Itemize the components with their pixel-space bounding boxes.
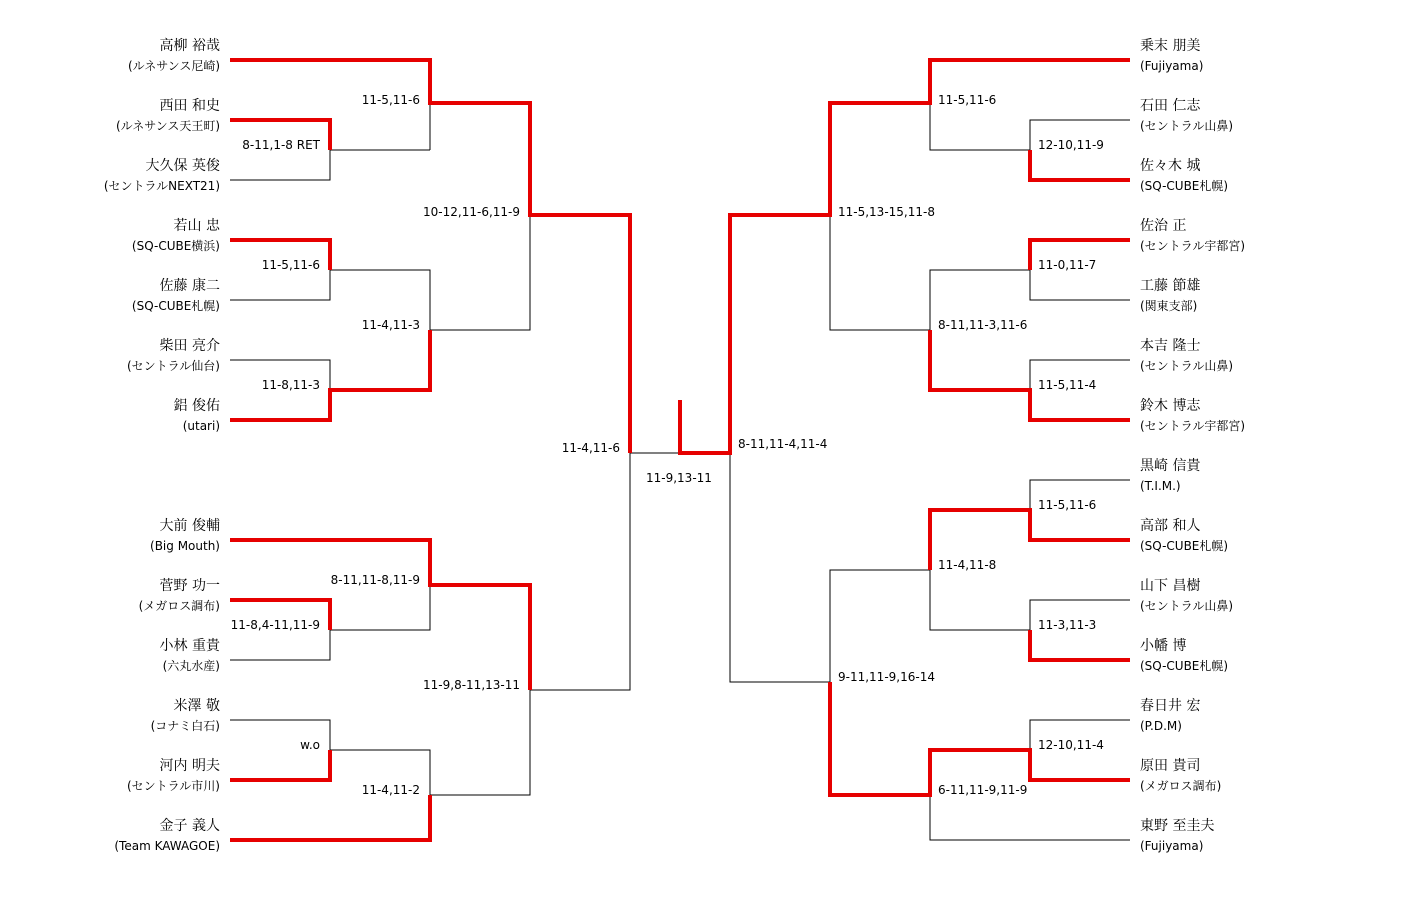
match-score: 8-11,11-4,11-4 xyxy=(738,437,828,451)
player-name: 佐々木 城 xyxy=(1140,158,1201,174)
match-score: 11-9,8-11,13-11 xyxy=(423,678,520,692)
player-club: (SQ-CUBE札幌) xyxy=(131,299,220,313)
player-club: (セントラル宇都宮) xyxy=(1140,239,1246,253)
match-score: 11-3,11-3 xyxy=(1038,618,1097,632)
match-score: 11-4,11-8 xyxy=(938,558,997,572)
player-club: (SQ-CUBE札幌) xyxy=(1140,659,1229,673)
right-scores xyxy=(738,93,1104,797)
player-club: (Big Mouth) xyxy=(150,539,220,553)
player-name: 本吉 隆士 xyxy=(1140,338,1201,354)
player-club: (セントラル山鼻) xyxy=(1140,359,1234,373)
winner-paths xyxy=(230,60,1130,840)
player-club: (セントラルNEXT21) xyxy=(103,179,220,193)
match-score: 11-5,11-6 xyxy=(261,258,320,272)
final-score: 11-9,13-11 xyxy=(646,471,712,485)
player-name: 金子 義人 xyxy=(159,818,220,834)
match-score: 11-8,11-3 xyxy=(261,378,320,392)
player-name: 佐藤 康二 xyxy=(159,278,220,294)
player-club: (Team KAWAGOE) xyxy=(114,839,220,853)
match-score: 11-5,11-6 xyxy=(938,93,997,107)
player-name: 石田 仁志 xyxy=(1140,98,1201,114)
match-score: 11-0,11-7 xyxy=(1038,258,1097,272)
match-score: 11-4,11-2 xyxy=(361,783,420,797)
player-club: (SQ-CUBE札幌) xyxy=(1140,539,1229,553)
player-name: 春日井 宏 xyxy=(1140,698,1201,714)
player-name: 大前 俊輔 xyxy=(159,518,220,534)
player-name: 西田 和史 xyxy=(159,98,220,114)
left-players xyxy=(104,37,221,853)
player-name: 鈴木 博志 xyxy=(1140,398,1201,414)
player-name: 米澤 敬 xyxy=(173,698,220,714)
left-scores xyxy=(231,93,620,797)
player-club: (コナミ白石) xyxy=(150,719,220,733)
player-club: (メガロス調布) xyxy=(1140,779,1222,793)
player-name: 小林 重貴 xyxy=(159,638,220,654)
player-name: 東野 至圭夫 xyxy=(1140,818,1215,834)
match-score: 8-11,11-3,11-6 xyxy=(938,318,1028,332)
match-score: 11-5,11-6 xyxy=(1038,498,1097,512)
match-score: 9-11,11-9,16-14 xyxy=(838,670,935,684)
player-club: (六丸水産) xyxy=(162,659,220,673)
player-club: (セントラル宇都宮) xyxy=(1140,419,1246,433)
player-club: (セントラル市川) xyxy=(126,779,220,793)
match-score: 12-10,11-4 xyxy=(1038,738,1104,752)
player-club: (セントラル山鼻) xyxy=(1140,119,1234,133)
player-club: (ルネサンス天王町) xyxy=(115,119,220,133)
player-name: 河内 明夫 xyxy=(159,758,220,774)
player-name: 黒崎 信貴 xyxy=(1140,458,1201,474)
player-name: 工藤 節雄 xyxy=(1140,278,1201,294)
player-name: 小幡 博 xyxy=(1140,638,1187,654)
match-score: 6-11,11-9,11-9 xyxy=(938,783,1028,797)
player-name: 高部 和人 xyxy=(1140,518,1201,534)
player-club: (Fujiyama) xyxy=(1140,59,1204,73)
match-score: 10-12,11-6,11-9 xyxy=(423,205,520,219)
match-score: 11-4,11-3 xyxy=(361,318,420,332)
match-score: 11-5,11-4 xyxy=(1038,378,1097,392)
match-score: 11-5,11-6 xyxy=(361,93,420,107)
player-club: (Fujiyama) xyxy=(1140,839,1204,853)
match-score: 11-4,11-6 xyxy=(561,441,620,455)
player-club: (セントラル山鼻) xyxy=(1140,599,1234,613)
player-name: 大久保 英俊 xyxy=(145,158,220,174)
player-club: (SQ-CUBE横浜) xyxy=(131,239,220,253)
player-name: 山下 昌樹 xyxy=(1140,578,1201,594)
match-score: 12-10,11-9 xyxy=(1038,138,1104,152)
player-name: 菅野 功一 xyxy=(159,578,220,594)
player-name: 高柳 裕哉 xyxy=(159,38,220,54)
match-score: 11-5,13-15,11-8 xyxy=(838,205,935,219)
player-club: (T.I.M.) xyxy=(1140,479,1181,493)
player-club: (関東支部) xyxy=(1140,299,1198,313)
player-name: 乗末 朋美 xyxy=(1140,38,1201,54)
player-name: 柴田 亮介 xyxy=(159,338,220,354)
player-name: 若山 忠 xyxy=(173,218,220,234)
player-club: (ルネサンス尼崎) xyxy=(127,59,220,73)
player-club: (utari) xyxy=(182,419,220,433)
player-club: (SQ-CUBE札幌) xyxy=(1140,179,1229,193)
player-club: (P.D.M) xyxy=(1140,719,1182,733)
player-name: 佐治 正 xyxy=(1140,218,1187,234)
match-score: 8-11,11-8,11-9 xyxy=(330,573,420,587)
player-name: 原田 貴司 xyxy=(1140,758,1201,774)
match-score: 8-11,1-8 RET xyxy=(242,138,320,152)
match-score: 11-8,4-11,11-9 xyxy=(230,618,320,632)
player-name: 鋁 俊佑 xyxy=(173,398,220,414)
right-players xyxy=(1140,37,1245,853)
match-score: w.o xyxy=(300,738,320,752)
player-club: (メガロス調布) xyxy=(138,599,220,613)
player-club: (セントラル仙台) xyxy=(126,359,220,373)
